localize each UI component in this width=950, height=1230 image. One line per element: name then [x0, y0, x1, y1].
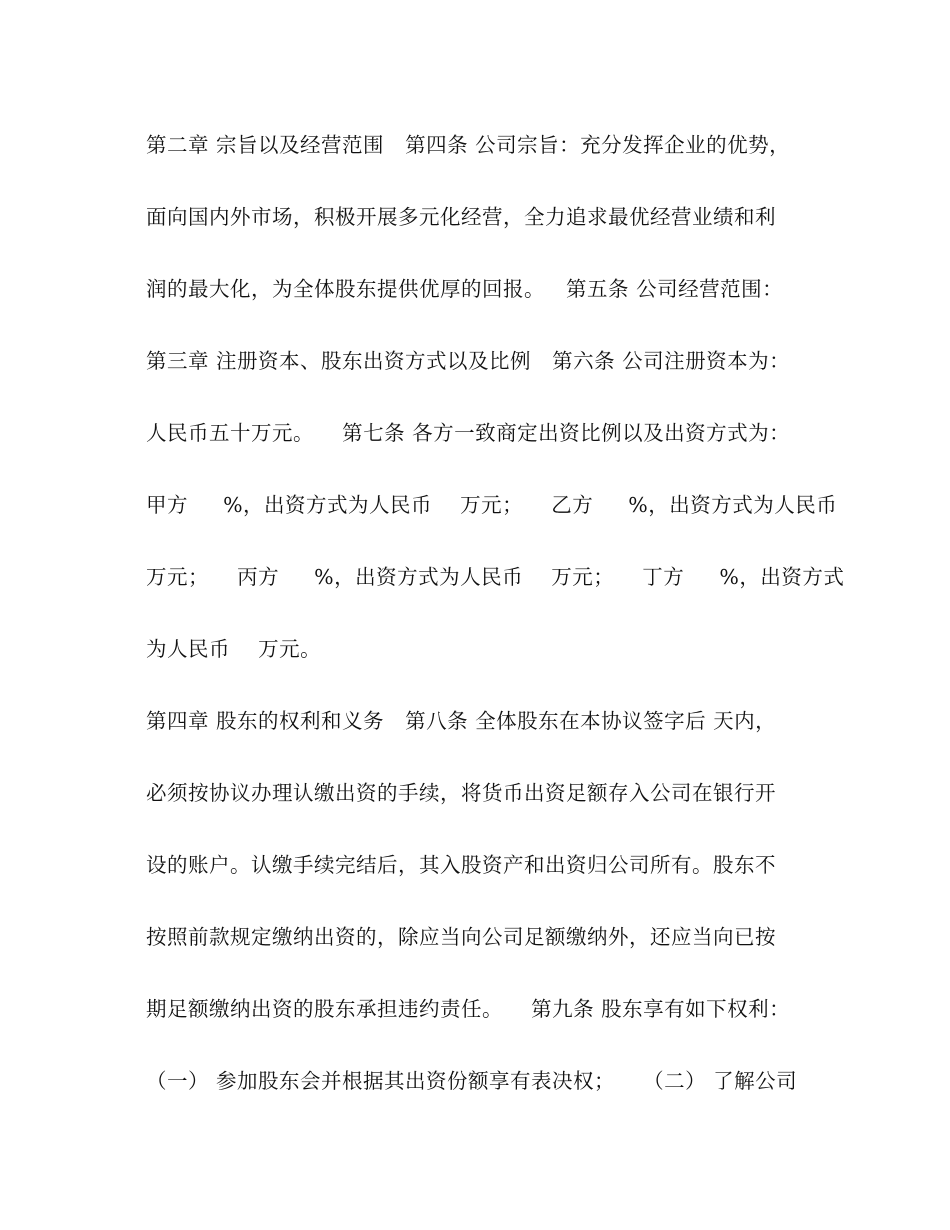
- text-line: 面向国内外市场，积极开展多元化经营，全力追求最优经营业绩和利: [146, 205, 776, 229]
- text-line: 人民币五十万元。 第七条 各方一致商定出资比例以及出资方式为：: [146, 421, 791, 445]
- text-line: 必须按协议办理认缴出资的手续，将货币出资足额存入公司在银行开: [146, 781, 776, 805]
- text-line: 润的最大化，为全体股东提供优厚的回报。 第五条 公司经营范围：: [146, 277, 784, 301]
- text-line: 第三章 注册资本、股东出资方式以及比例 第六条 公司注册资本为：: [146, 349, 791, 373]
- text-line: 第四章 股东的权利和义务 第八条 全体股东在本协议签字后 天内，: [146, 709, 777, 733]
- text-line: 为人民币 万元。: [146, 637, 322, 661]
- text-line: 期足额缴纳出资的股东承担违约责任。 第九条 股东享有如下权利：: [146, 997, 791, 1021]
- text-line: 甲方 %，出资方式为人民币 万元； 乙方 %，出资方式为人民币: [146, 493, 838, 517]
- text-line: 第二章 宗旨以及经营范围 第四条 公司宗旨：充分发挥企业的优势，: [146, 133, 791, 157]
- text-line: （一） 参加股东会并根据其出资份额享有表决权； （二） 了解公司: [146, 1069, 798, 1093]
- text-line: 按照前款规定缴纳出资的，除应当向公司足额缴纳外，还应当向已按: [146, 925, 776, 949]
- text-line: 设的账户。认缴手续完结后，其入股资产和出资归公司所有。股东不: [146, 853, 776, 877]
- text-line: 万元； 丙方 %，出资方式为人民币 万元； 丁方 %，出资方式: [146, 565, 845, 589]
